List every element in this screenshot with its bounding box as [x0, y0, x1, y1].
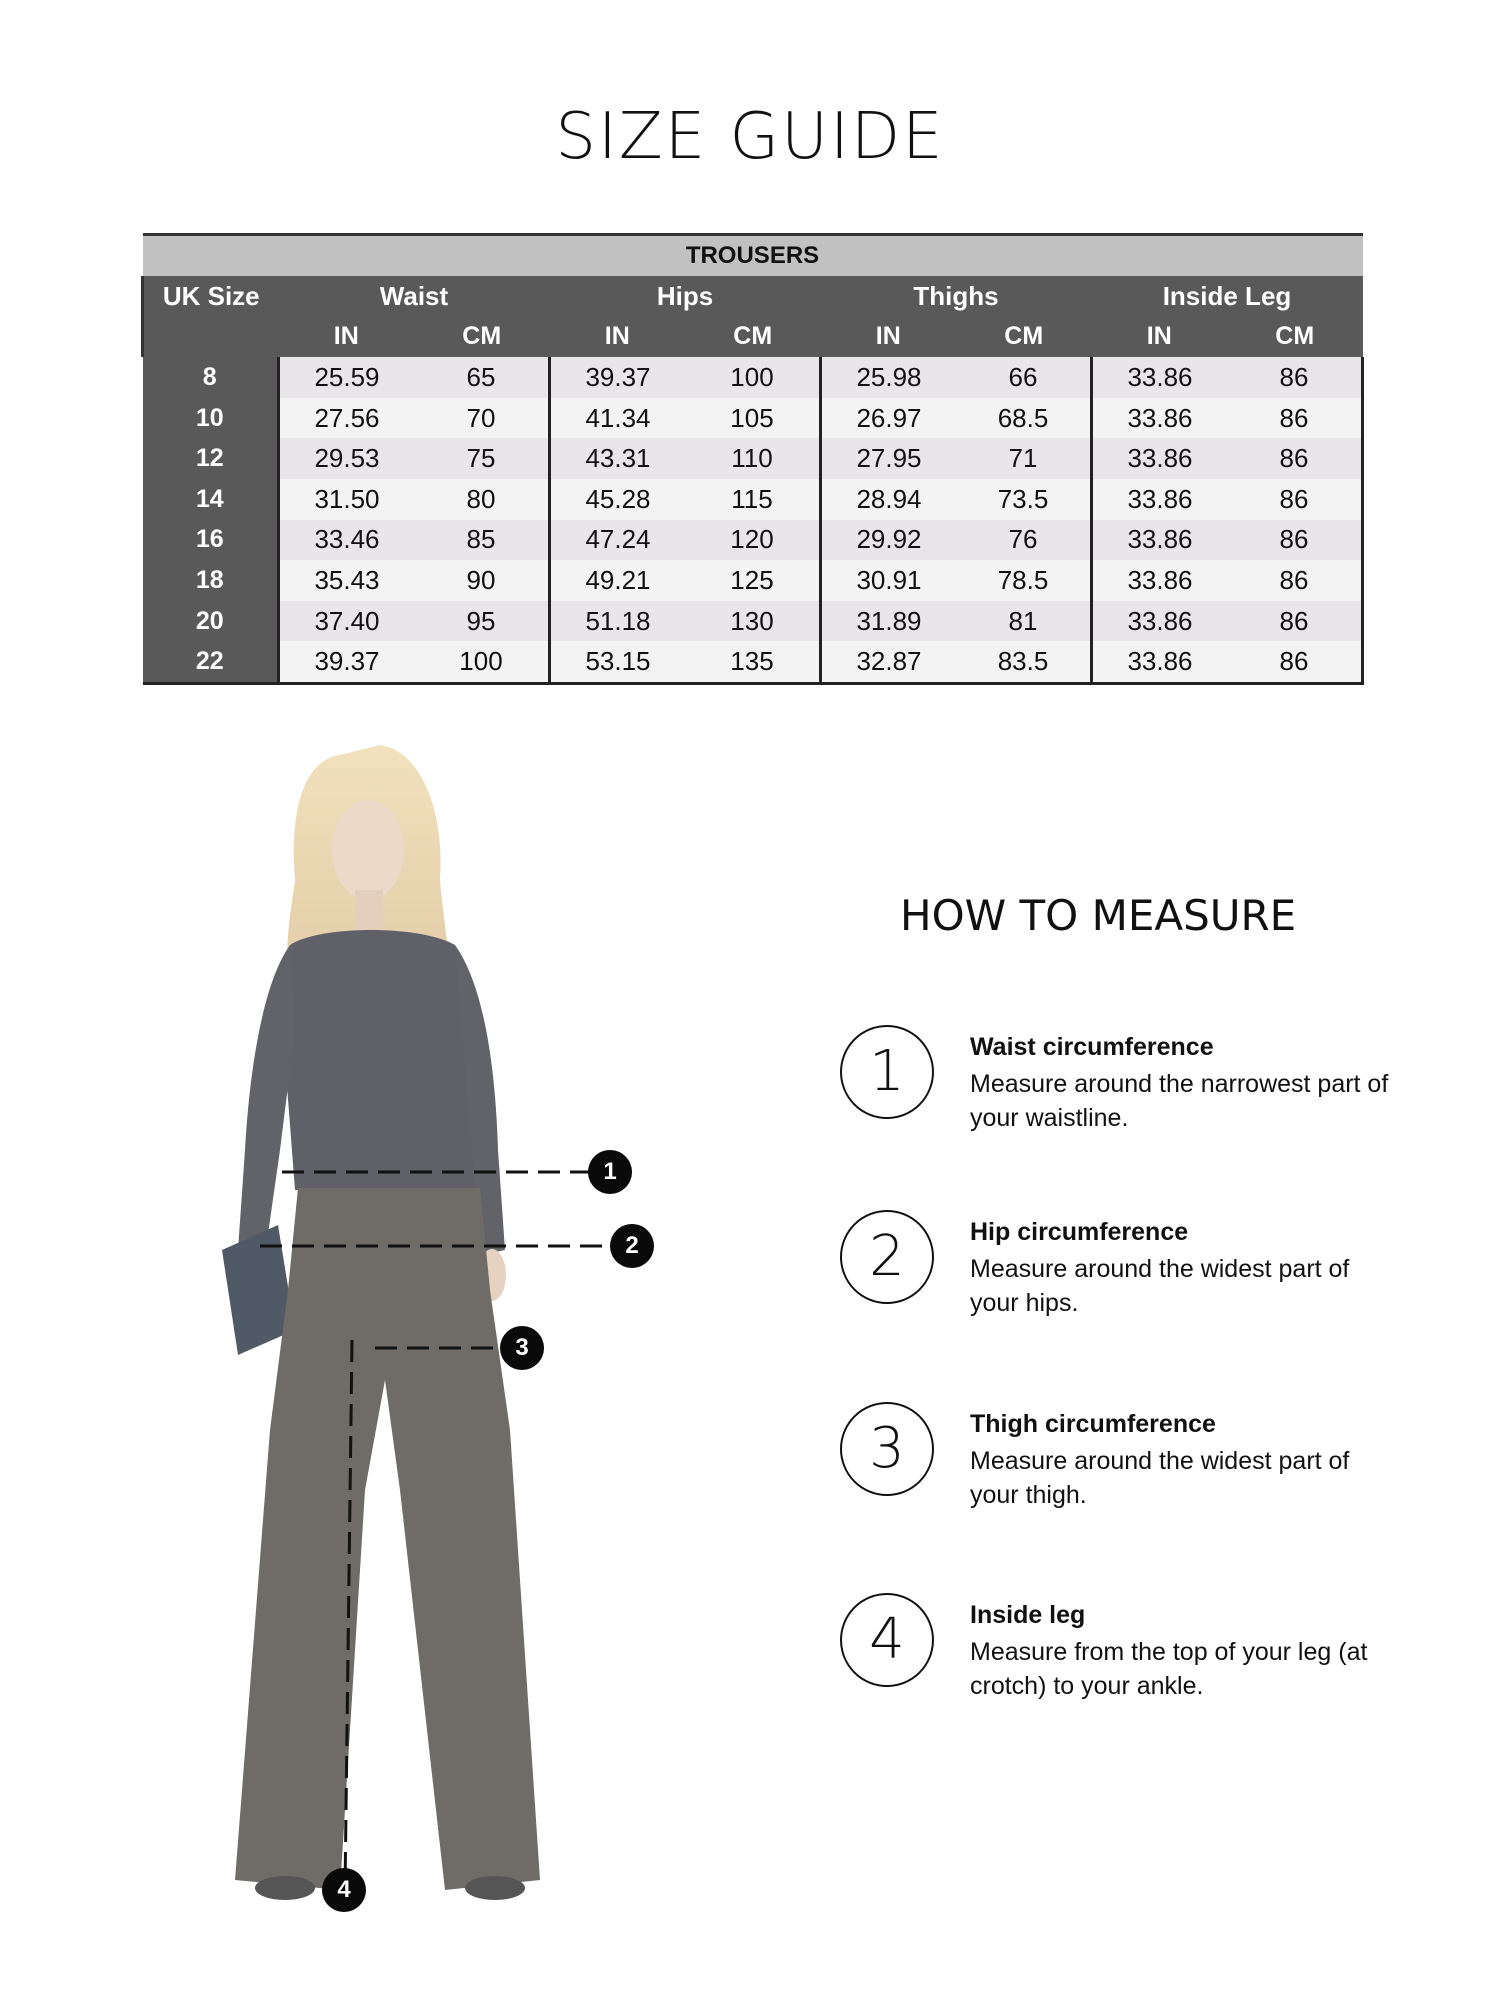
table-cell: 28.94	[821, 479, 957, 520]
table-cell: 86	[1227, 357, 1363, 398]
table-caption: TROUSERS	[143, 235, 1363, 277]
step-number-circle: 1	[840, 1025, 934, 1119]
table-cell: 31.89	[821, 601, 957, 642]
table-cell: 81	[956, 601, 1092, 642]
table-cell: 78.5	[956, 560, 1092, 601]
table-cell: 27.95	[821, 438, 957, 479]
size-table	[141, 233, 1364, 685]
table-row	[143, 438, 1363, 479]
table-cell: 75	[414, 438, 550, 479]
table-cell: 66	[956, 357, 1092, 398]
table-cell: 68.5	[956, 398, 1092, 439]
table-cell: 33.46	[279, 520, 415, 561]
table-cell: 39.37	[279, 641, 415, 683]
table-cell: 76	[956, 520, 1092, 561]
step-thigh	[840, 1402, 1440, 1512]
step-description: Measure around the widest part of your hips.	[970, 1255, 1350, 1317]
group-header-waist: Waist	[279, 276, 550, 317]
table-cell: 53.15	[550, 641, 686, 683]
marker-2: 2	[610, 1224, 654, 1268]
step-number-circle: 4	[840, 1593, 934, 1687]
group-header-inside-leg: Inside Leg	[1092, 276, 1363, 317]
table-cell: 110	[685, 438, 821, 479]
step-title: Thigh circumference	[970, 1410, 1216, 1438]
table-cell: 26.97	[821, 398, 957, 439]
size-cell: 16	[143, 520, 279, 561]
table-cell: 43.31	[550, 438, 686, 479]
table-cell: 41.34	[550, 398, 686, 439]
model-silhouette	[160, 730, 660, 1910]
table-cell: 80	[414, 479, 550, 520]
unit-header: CM	[1227, 317, 1363, 358]
table-cell: 39.37	[550, 357, 686, 398]
table-cell: 27.56	[279, 398, 415, 439]
table-cell: 33.86	[1092, 438, 1228, 479]
table-cell: 29.92	[821, 520, 957, 561]
unit-header: IN	[1092, 317, 1228, 358]
unit-header: IN	[279, 317, 415, 358]
table-cell: 85	[414, 520, 550, 561]
table-cell: 120	[685, 520, 821, 561]
table-cell: 45.28	[550, 479, 686, 520]
step-title: Hip circumference	[970, 1218, 1189, 1246]
table-cell: 115	[685, 479, 821, 520]
table-cell: 31.50	[279, 479, 415, 520]
group-header-thighs: Thighs	[821, 276, 1092, 317]
table-cell: 71	[956, 438, 1092, 479]
table-cell: 130	[685, 601, 821, 642]
step-number-circle: 2	[840, 1210, 934, 1304]
marker-4: 4	[322, 1868, 366, 1912]
unit-header: IN	[550, 317, 686, 358]
table-cell: 35.43	[279, 560, 415, 601]
table-cell: 86	[1227, 601, 1363, 642]
table-body	[143, 357, 1363, 683]
table-cell: 33.86	[1092, 641, 1228, 683]
step-description: Measure around the widest part of your thigh.	[970, 1447, 1350, 1509]
size-cell: 20	[143, 601, 279, 642]
how-to-measure-title: HOW TO MEASURE	[900, 891, 1297, 940]
table-cell: 30.91	[821, 560, 957, 601]
size-cell: 18	[143, 560, 279, 601]
unit-header: CM	[956, 317, 1092, 358]
table-cell: 100	[414, 641, 550, 683]
table-cell: 65	[414, 357, 550, 398]
table-cell: 95	[414, 601, 550, 642]
table-row	[143, 601, 1363, 642]
table-cell: 49.21	[550, 560, 686, 601]
table-cell: 86	[1227, 438, 1363, 479]
step-description: Measure around the narrowest part of your waistline.	[970, 1070, 1389, 1132]
table-row	[143, 560, 1363, 601]
table-unit-header-row	[143, 317, 1363, 358]
step-hip	[840, 1210, 1440, 1320]
step-waist	[840, 1025, 1440, 1135]
group-header-hips: Hips	[550, 276, 821, 317]
table-row	[143, 641, 1363, 683]
table-cell: 33.86	[1092, 560, 1228, 601]
table-cell: 86	[1227, 520, 1363, 561]
table-cell: 73.5	[956, 479, 1092, 520]
table-row	[143, 479, 1363, 520]
table-cell: 86	[1227, 398, 1363, 439]
step-title: Inside leg	[970, 1601, 1086, 1629]
table-cell: 33.86	[1092, 520, 1228, 561]
table-cell: 33.86	[1092, 601, 1228, 642]
table-group-header-row	[143, 276, 1363, 317]
table-cell: 135	[685, 641, 821, 683]
size-cell: 12	[143, 438, 279, 479]
size-cell: 22	[143, 641, 279, 683]
table-cell: 86	[1227, 641, 1363, 683]
unit-header: IN	[821, 317, 957, 358]
table-cell: 86	[1227, 479, 1363, 520]
table-row	[143, 398, 1363, 439]
table-cell: 29.53	[279, 438, 415, 479]
table-cell: 51.18	[550, 601, 686, 642]
table-cell: 25.98	[821, 357, 957, 398]
unit-header: CM	[414, 317, 550, 358]
table-cell: 90	[414, 560, 550, 601]
table-row	[143, 357, 1363, 398]
marker-1: 1	[588, 1150, 632, 1194]
table-cell: 33.86	[1092, 398, 1228, 439]
unit-header-blank	[143, 317, 279, 358]
table-cell: 37.40	[279, 601, 415, 642]
table-caption-row	[143, 235, 1363, 277]
size-cell: 14	[143, 479, 279, 520]
step-title: Waist circumference	[970, 1033, 1214, 1061]
table-cell: 83.5	[956, 641, 1092, 683]
model-figure	[160, 730, 660, 1910]
size-cell: 10	[143, 398, 279, 439]
unit-header: CM	[685, 317, 821, 358]
table-cell: 33.86	[1092, 357, 1228, 398]
table-cell: 125	[685, 560, 821, 601]
table-cell: 86	[1227, 560, 1363, 601]
table-cell: 32.87	[821, 641, 957, 683]
table-cell: 47.24	[550, 520, 686, 561]
table-cell: 105	[685, 398, 821, 439]
table-cell: 25.59	[279, 357, 415, 398]
table-cell: 33.86	[1092, 479, 1228, 520]
table-cell: 100	[685, 357, 821, 398]
step-description: Measure from the top of your leg (at crotch) to your ankle.	[970, 1638, 1368, 1700]
step-inside-leg	[840, 1593, 1440, 1703]
size-cell: 8	[143, 357, 279, 398]
table-cell: 70	[414, 398, 550, 439]
table-row	[143, 520, 1363, 561]
size-column-header: UK Size	[143, 276, 279, 317]
page-title: SIZE GUIDE	[555, 100, 945, 174]
step-number-circle: 3	[840, 1402, 934, 1496]
marker-3: 3	[500, 1326, 544, 1370]
